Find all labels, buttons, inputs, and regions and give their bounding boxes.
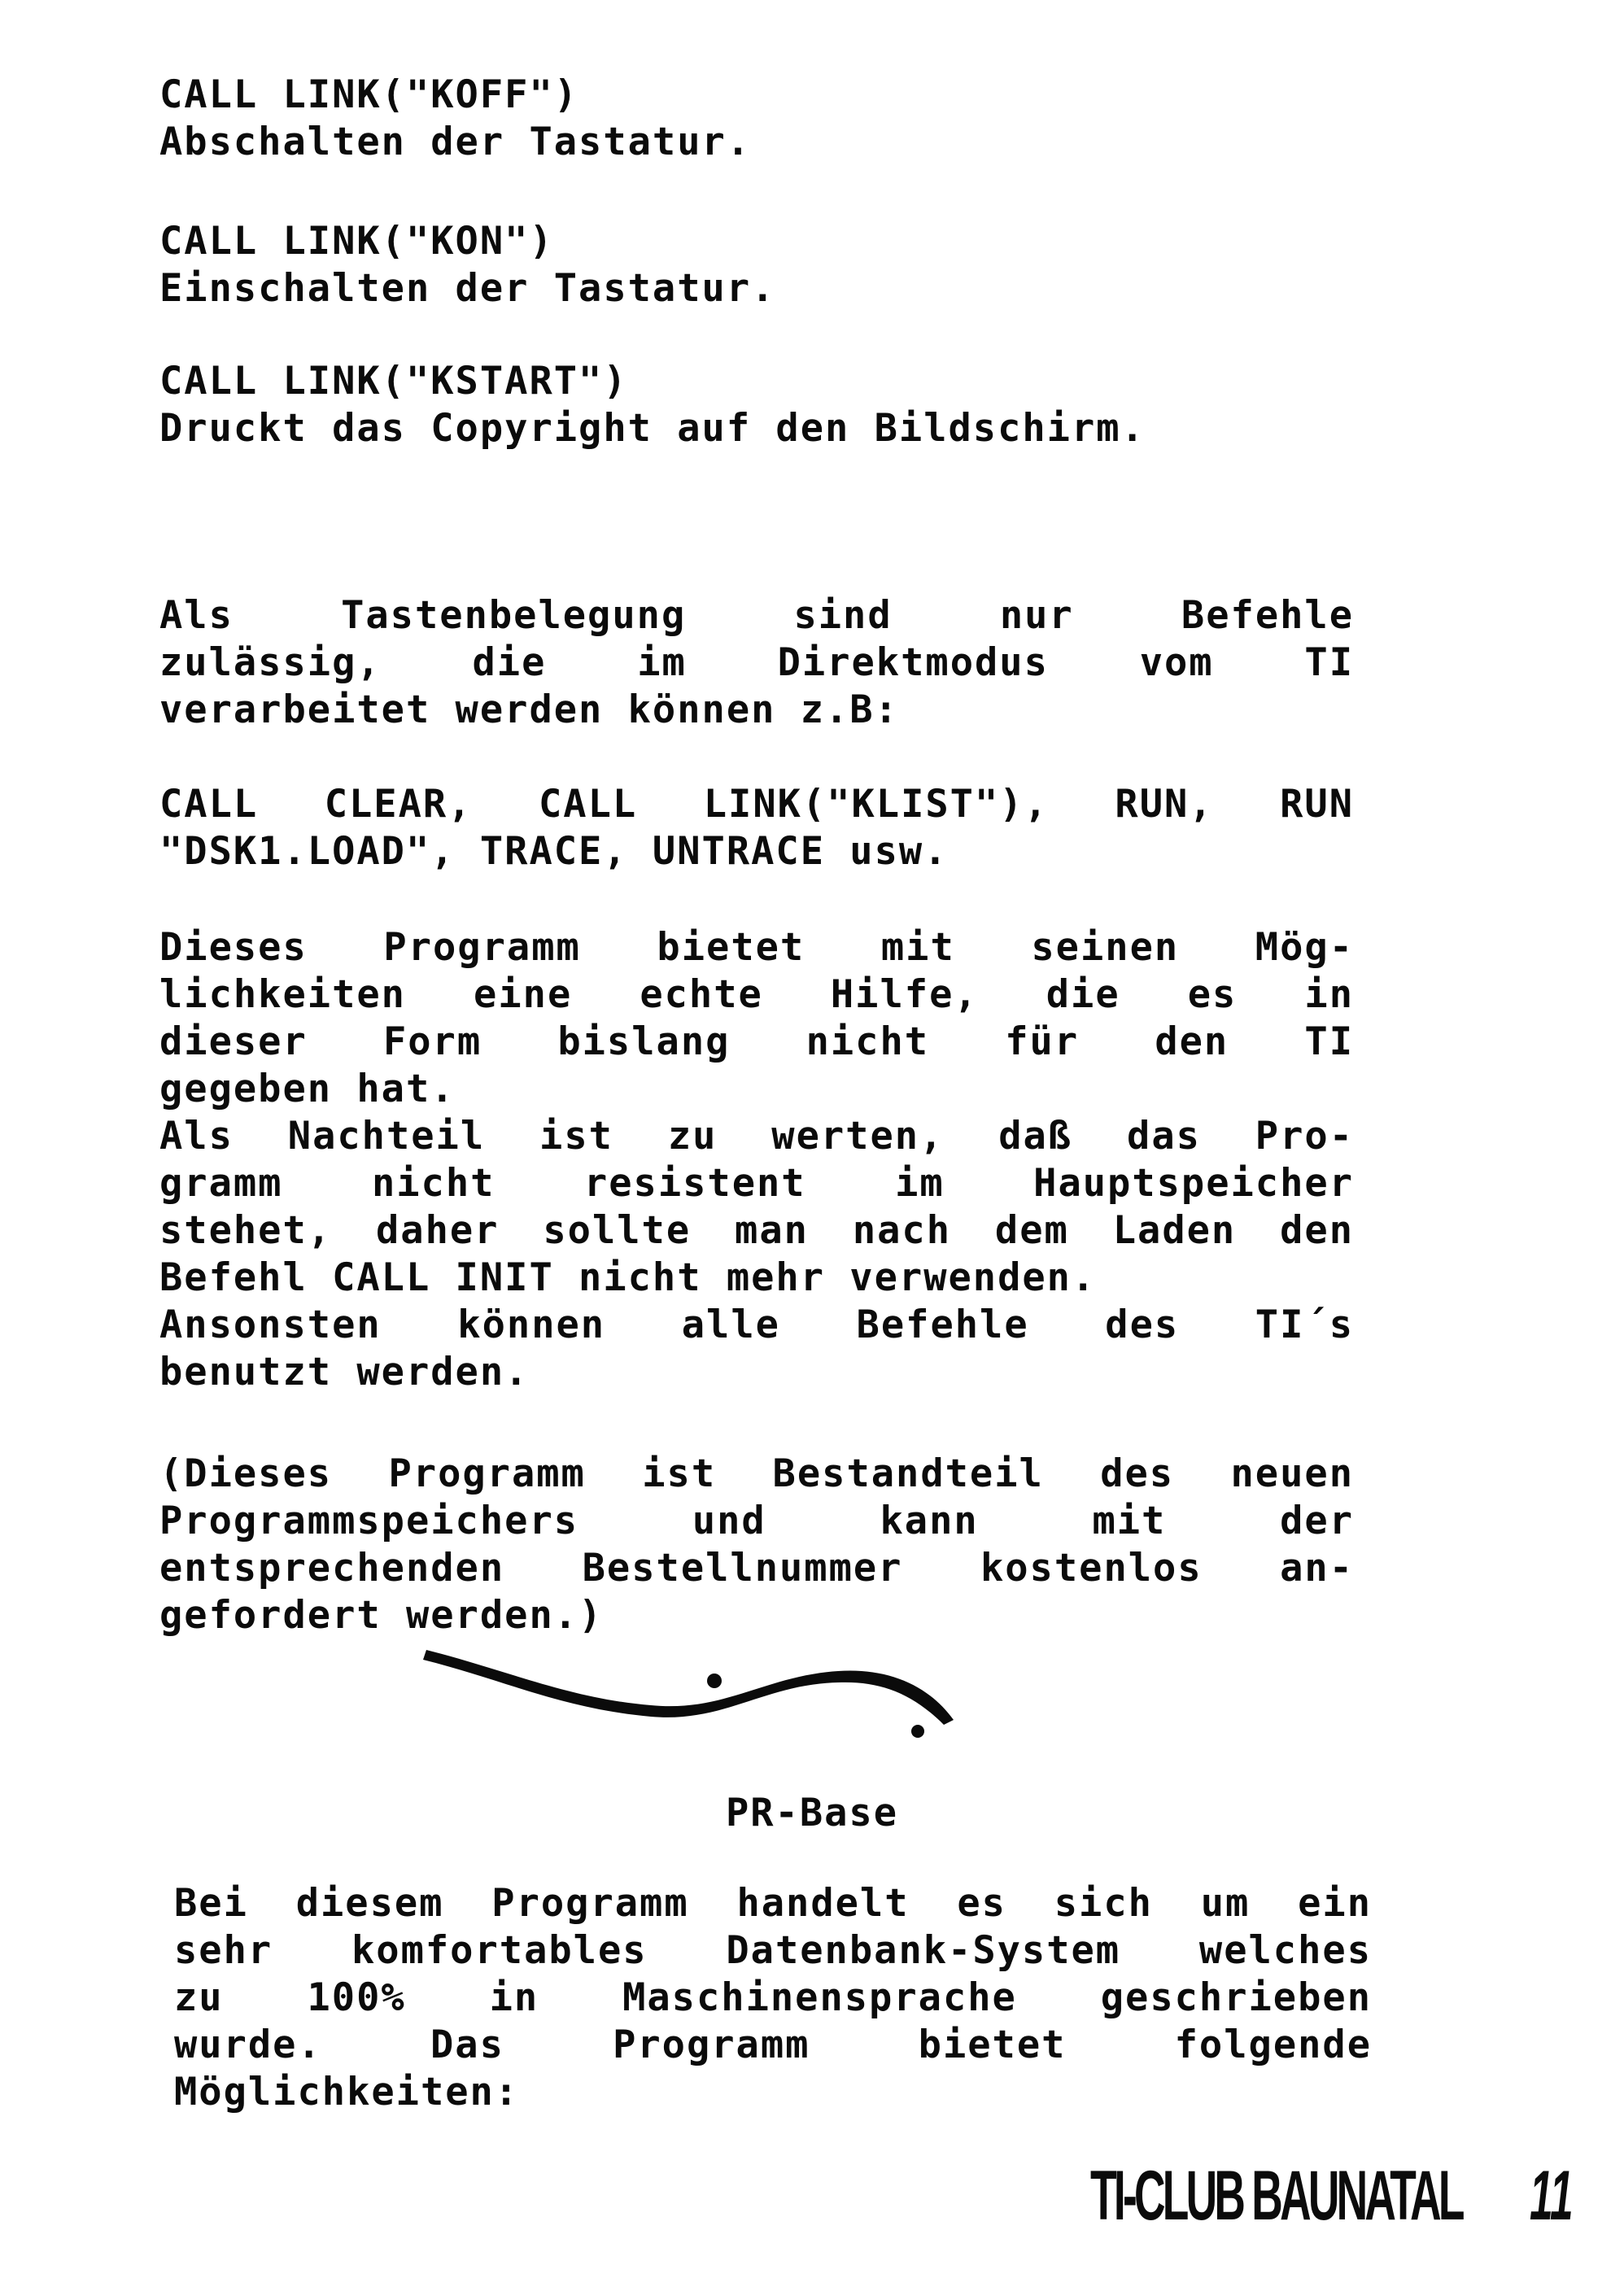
command-description: Abschalten der Tastatur.	[159, 120, 752, 164]
command-description: Einschalten der Tastatur.	[159, 266, 776, 311]
decorative-swash-divider	[407, 1635, 1025, 1757]
paragraph-hinweis	[159, 1451, 1354, 1639]
section-title: PR-Base	[725, 1791, 899, 1835]
page-number: 11	[1530, 2157, 1574, 2235]
command-kstart	[159, 358, 1354, 452]
paragraph-beispiele	[159, 781, 1354, 875]
text-line: stehet, daher sollte man nach dem Laden den	[159, 1208, 1354, 1253]
text-line: Dieses Programm bietet mit seinen Mög-	[159, 925, 1354, 970]
text-line: wurde. Das Programm bietet folgende	[174, 2023, 1372, 2067]
text-line: Möglichkeiten:	[174, 2070, 520, 2114]
text-line: gramm nicht resistent im Hauptspeicher	[159, 1161, 1354, 1206]
text-line: Programmspeichers und kann mit der	[159, 1499, 1354, 1543]
paragraph-pr-base	[174, 1880, 1372, 2116]
text-line: sehr komfortables Datenbank-System welches	[174, 1928, 1372, 1973]
command-kon	[159, 218, 1354, 312]
text-line: dieser Form bislang nicht für den TI	[159, 1019, 1354, 1064]
command-koff	[159, 72, 1354, 166]
text-line: verarbeitet werden können z.B:	[159, 687, 899, 732]
command-code: CALL LINK("KSTART")	[159, 359, 628, 404]
page-footer	[1090, 2156, 1578, 2254]
club-name: TI-CLUB BAUNATAL	[1090, 2157, 1462, 2235]
text-line: zu 100% in Maschinensprache geschrieben	[174, 1975, 1372, 2020]
text-line: Ansonsten können alle Befehle des TI´s	[159, 1303, 1354, 1347]
text-line: zulässig, die im Direktmodus vom TI	[159, 640, 1354, 685]
paragraph-tastenbelegung	[159, 592, 1354, 734]
text-line: gefordert werden.)	[159, 1593, 604, 1638]
text-line: CALL CLEAR, CALL LINK("KLIST"), RUN, RUN	[159, 782, 1354, 827]
text-line: Befehl CALL INIT nicht mehr verwenden.	[159, 1255, 1097, 1300]
paragraph-beschreibung	[159, 924, 1354, 1396]
text-line: entsprechenden Bestellnummer kostenlos an-	[159, 1546, 1354, 1591]
text-line: lichkeiten eine echte Hilfe, die es in	[159, 972, 1354, 1017]
text-line: Als Tastenbelegung sind nur Befehle	[159, 593, 1354, 638]
command-code: CALL LINK("KON")	[159, 219, 554, 264]
text-line: "DSK1.LOAD", TRACE, UNTRACE usw.	[159, 829, 949, 874]
text-line: (Dieses Programm ist Bestandteil des neuen	[159, 1451, 1354, 1496]
text-line: gegeben hat.	[159, 1067, 456, 1111]
command-code: CALL LINK("KOFF")	[159, 72, 579, 117]
text-line: Bei diesem Programm handelt es sich um ein	[174, 1881, 1372, 1926]
command-description: Druckt das Copyright auf den Bildschirm.	[159, 406, 1146, 451]
text-line: Als Nachteil ist zu werten, daß das Pro-	[159, 1114, 1354, 1159]
text-line: benutzt werden.	[159, 1350, 530, 1394]
